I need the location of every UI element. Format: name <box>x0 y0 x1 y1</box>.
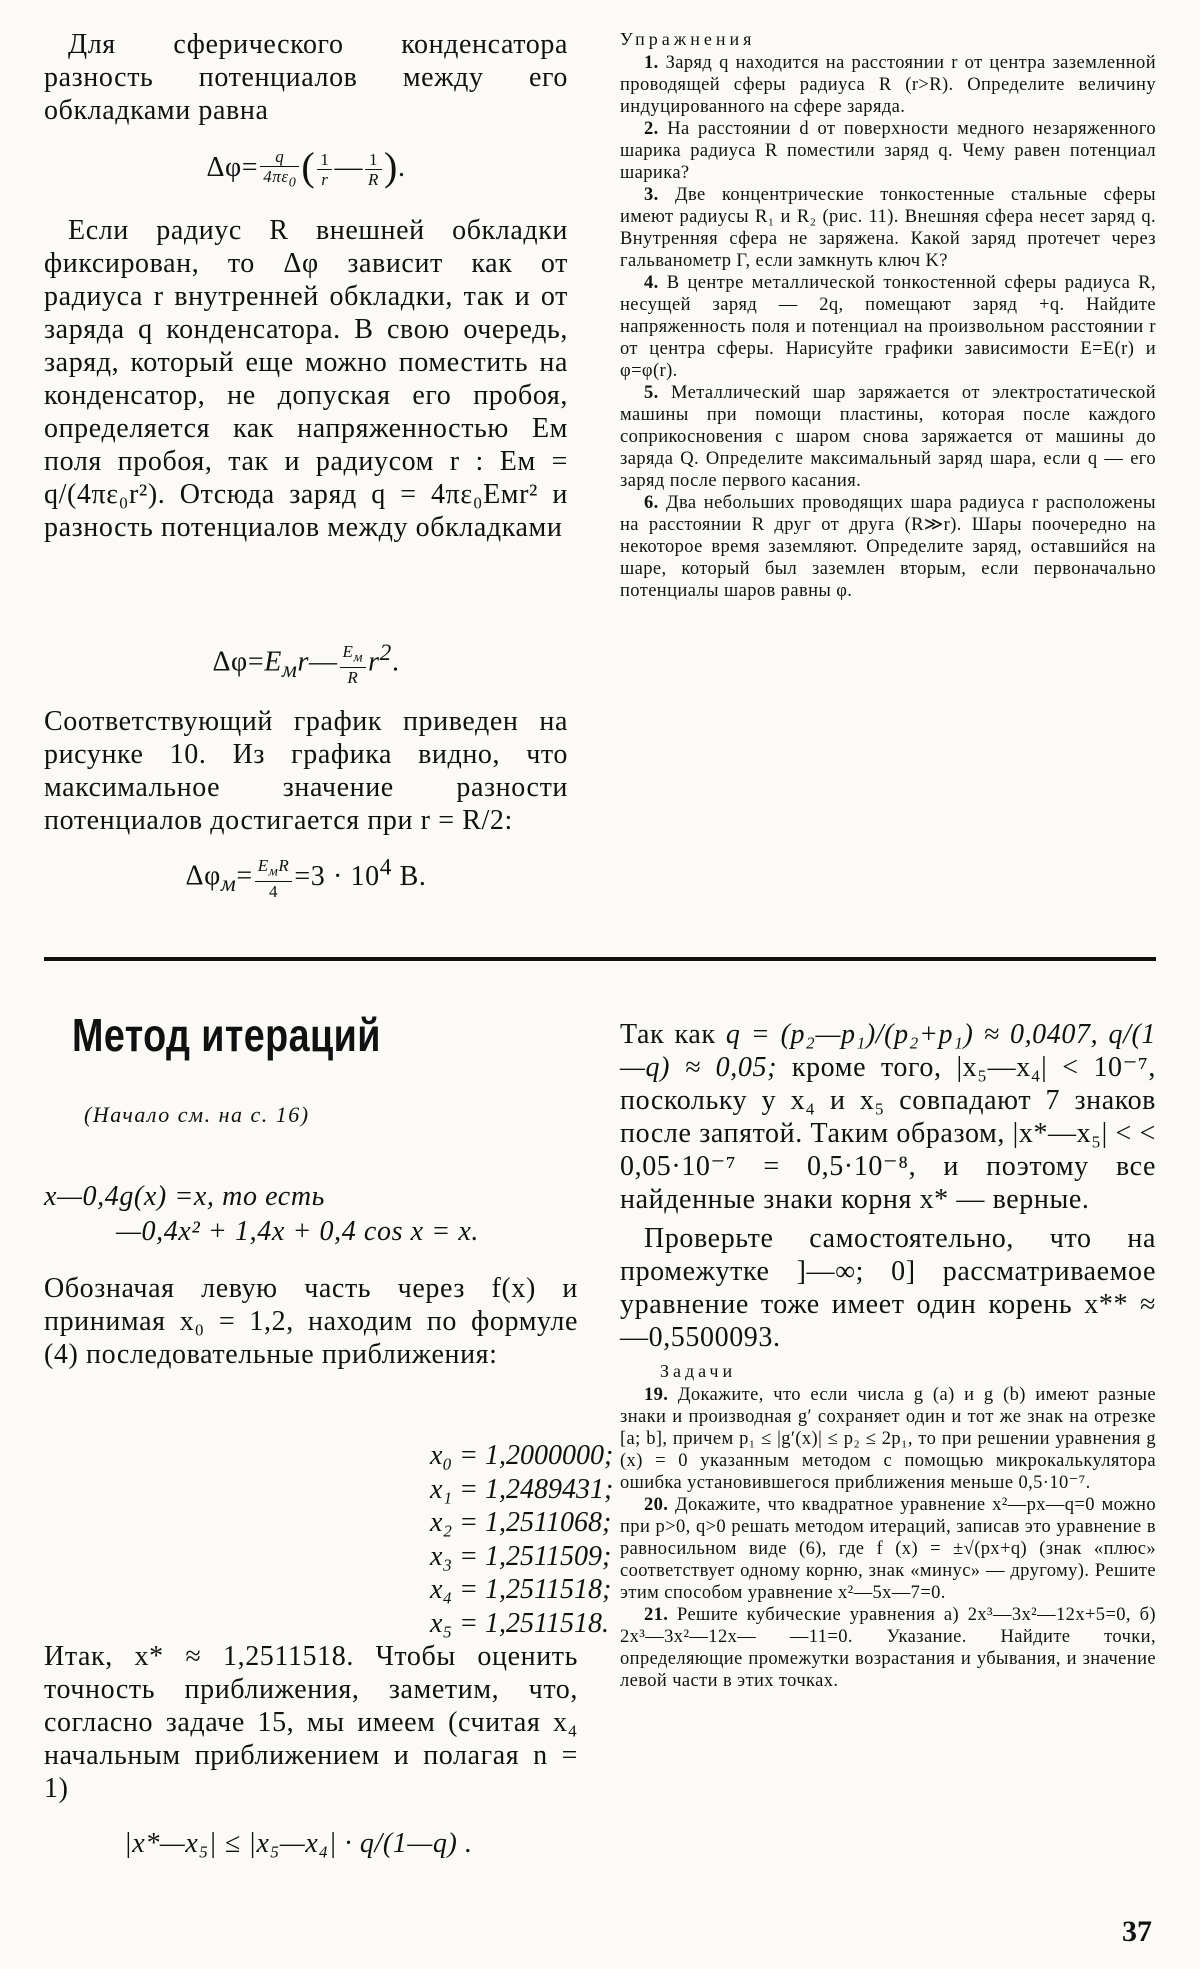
page-number: 37 <box>1122 1915 1152 1948</box>
iteration-row: x₃ = 1,2511509; <box>430 1540 612 1572</box>
tasks-column <box>620 1360 1156 1692</box>
equation-3: |x*—x₅| ≤ |x₅—x₄| · q/(1—q) . <box>124 1828 473 1859</box>
article-subtitle: (Начало см. на с. 16) <box>84 1102 310 1127</box>
task-item: 21. Решите кубические уравнения а) 2x³—3x²—12x+5=0, б) 2x³—3x²—12x— —11=0. Указание. Найдите точки, определяющие промежутки возрастания и убывания, и значение левой части в этих точках. <box>620 1605 1156 1691</box>
paragraph: Для сферического конденсатора разность потенциалов между его обкладками равна <box>44 29 568 126</box>
exercise-item: 2. На расстоянии d от поверхности медного незаряженного шарика радиуса R поместили заряд q. Чему равен потенциал шарика? <box>620 119 1156 183</box>
formula-delta-phi: Δφ= $\frac{q}{4\pi\varepsilon_0}$ ( $\frac{1}{r}$ — $\frac{1}{R}$ ). <box>206 144 406 191</box>
task-item: 20. Докажите, что квадратное уравнение x²—px—q=0 можно при p>0, q>0 решать методом итераций, записав это уравнение в равносильном виде (6), где f (x) = ±√(px+q) (знак «плюс» соответствует одному корню, знак «минус» — другому). Решите этим способом уравнение x²—5x—7=0. <box>620 1495 1156 1603</box>
iteration-row: x₂ = 1,2511068; <box>430 1507 612 1538</box>
exercise-item: 6. Два небольших проводящих шара радиуса r расположены на расстоянии R друг от друга (R≫r). Шары поочередно на некоторое время заземляют. Определите заряд, оставшийся на шаре, который был заземлен вторым, если первоначально потенциалы шаров равны φ. <box>620 493 1156 601</box>
formula-max: $\Delta\varphi_м=$ $\frac{E_мR}{4}$ $=3 \cdot 10^4$ В. <box>185 854 427 901</box>
equation-2: —0,4x² + 1,4x + 0,4 cos x = x. <box>116 1216 480 1247</box>
left-top-column <box>44 28 568 901</box>
right-bottom-column <box>620 1018 1156 1354</box>
exercises-heading: Упражнения <box>620 29 756 49</box>
paragraph: Проверьте самостоятельно, что на промежутке ]—∞; 0] рассматриваемое уравнение тоже имеет один корень x** ≈ —0,5500093. <box>620 1223 1156 1353</box>
exercise-item: 1. Заряд q находится на расстоянии r от центра заземленной проводящей сферы радиуса R (r>R). Определите величину индуцированного на сфере заряда. <box>620 53 1156 117</box>
left-bottom-column <box>44 1180 578 1371</box>
left-bottom-column-2 <box>44 1640 578 1860</box>
paragraph: Если радиус R внешней обкладки фиксирован, то Δφ зависит как от радиуса r внутренней обкладки, так и от заряда q конденсатора. В свою очередь, заряд, который еще можно поместить на конденсатор, не допуская его пробоя, определяется как напряженностью Eм поля пробоя, так и радиусом r : Eм = q/(4πε₀r²). Отсюда заряд q = 4πε₀Eмr² и разность потенциалов между обкладками <box>44 215 568 544</box>
exercises-column <box>620 28 1156 602</box>
iteration-row: x₄ = 1,2511518; <box>430 1574 612 1605</box>
iteration-row: x₁ = 1,2489431; <box>430 1473 614 1505</box>
tasks-heading: Задачи <box>660 1361 737 1381</box>
iteration-row: x₀ = 1,2000000; <box>430 1440 614 1471</box>
paragraph: Соответствующий график приведен на рисунке 10. Из графика видно, что максимальное значение разности потенциалов достигается при r = R/2: <box>44 706 568 837</box>
formula-delta-phi-r: $\Delta\varphi=E_мr—$ $\frac{E_м}{R}$ $r^2$. <box>212 640 400 687</box>
equation-1: x—0,4g(x) =x, то есть <box>44 1181 325 1212</box>
exercise-item: 3. Две концентрические тонкостенные стальные сферы имеют радиусы R₁ и R₂ (рис. 11). Внешняя сфера несет заряд q. Внутренняя сфера не заряжена. Какой заряд протечет через гальванометр Г, если замкнуть ключ K? <box>620 185 1156 271</box>
iteration-row: x₅ = 1,2511518. <box>430 1607 609 1639</box>
task-item: 19. Докажите, что если числа g (a) и g (b) имеют разные знаки и производная g′ сохраняет один и тот же знак на отрезке [a; b], причем p₁ ≤ |g′(x)| ≤ p₂ ≤ 2p₁, то при решении уравнения g (x) = 0 указанным методом с помощью микрокалькулятора ошибка установившегося приближения меньше 0,5·10⁻⁷. <box>620 1385 1156 1493</box>
article-title: Метод итераций <box>72 1009 381 1061</box>
exercise-item: 4. В центре металлической тонкостенной сферы радиуса R, несущей заряд — 2q, помещают заряд +q. Найдите напряженность поля и потенциал на произвольном расстоянии r от центра сферы. Нарисуйте графики зависимости E=E(r) и φ=φ(r). <box>620 273 1157 381</box>
paragraph: Так как q = (p₂—p₁)/(p₂+p₁) ≈ 0,0407, q/(1—q) ≈ 0,05; кроме того, |x₅—x₄| < 10⁻⁷, поскольку у x₄ и x₅ совпадают 7 знаков после запятой. Таким образом, |x*—x₅| < < 0,05·10⁻⁷ = 0,5·10⁻⁸, и поэтому все найденные знаки корня x* — верные. <box>620 1019 1157 1215</box>
exercise-item: 5. Металлический шар заряжается от электростатической машины при помощи пластины, которая после каждого соприкосновения с шаром снова заряжается от машины до заряда Q. Определите максимальный заряд шара, если q — его заряд после первого касания. <box>620 383 1156 491</box>
paragraph: Обозначая левую часть через f(x) и принимая x₀ = 1,2, находим по формуле (4) последовательные приближения: <box>44 1273 578 1370</box>
section-divider <box>44 957 1156 961</box>
iteration-list <box>430 1439 613 1640</box>
paragraph: Итак, x* ≈ 1,2511518. Чтобы оценить точность приближения, заметим, что, согласно задаче 15, мы имеем (считая x₄ начальным приближением и полагая n = 1) <box>44 1641 578 1804</box>
